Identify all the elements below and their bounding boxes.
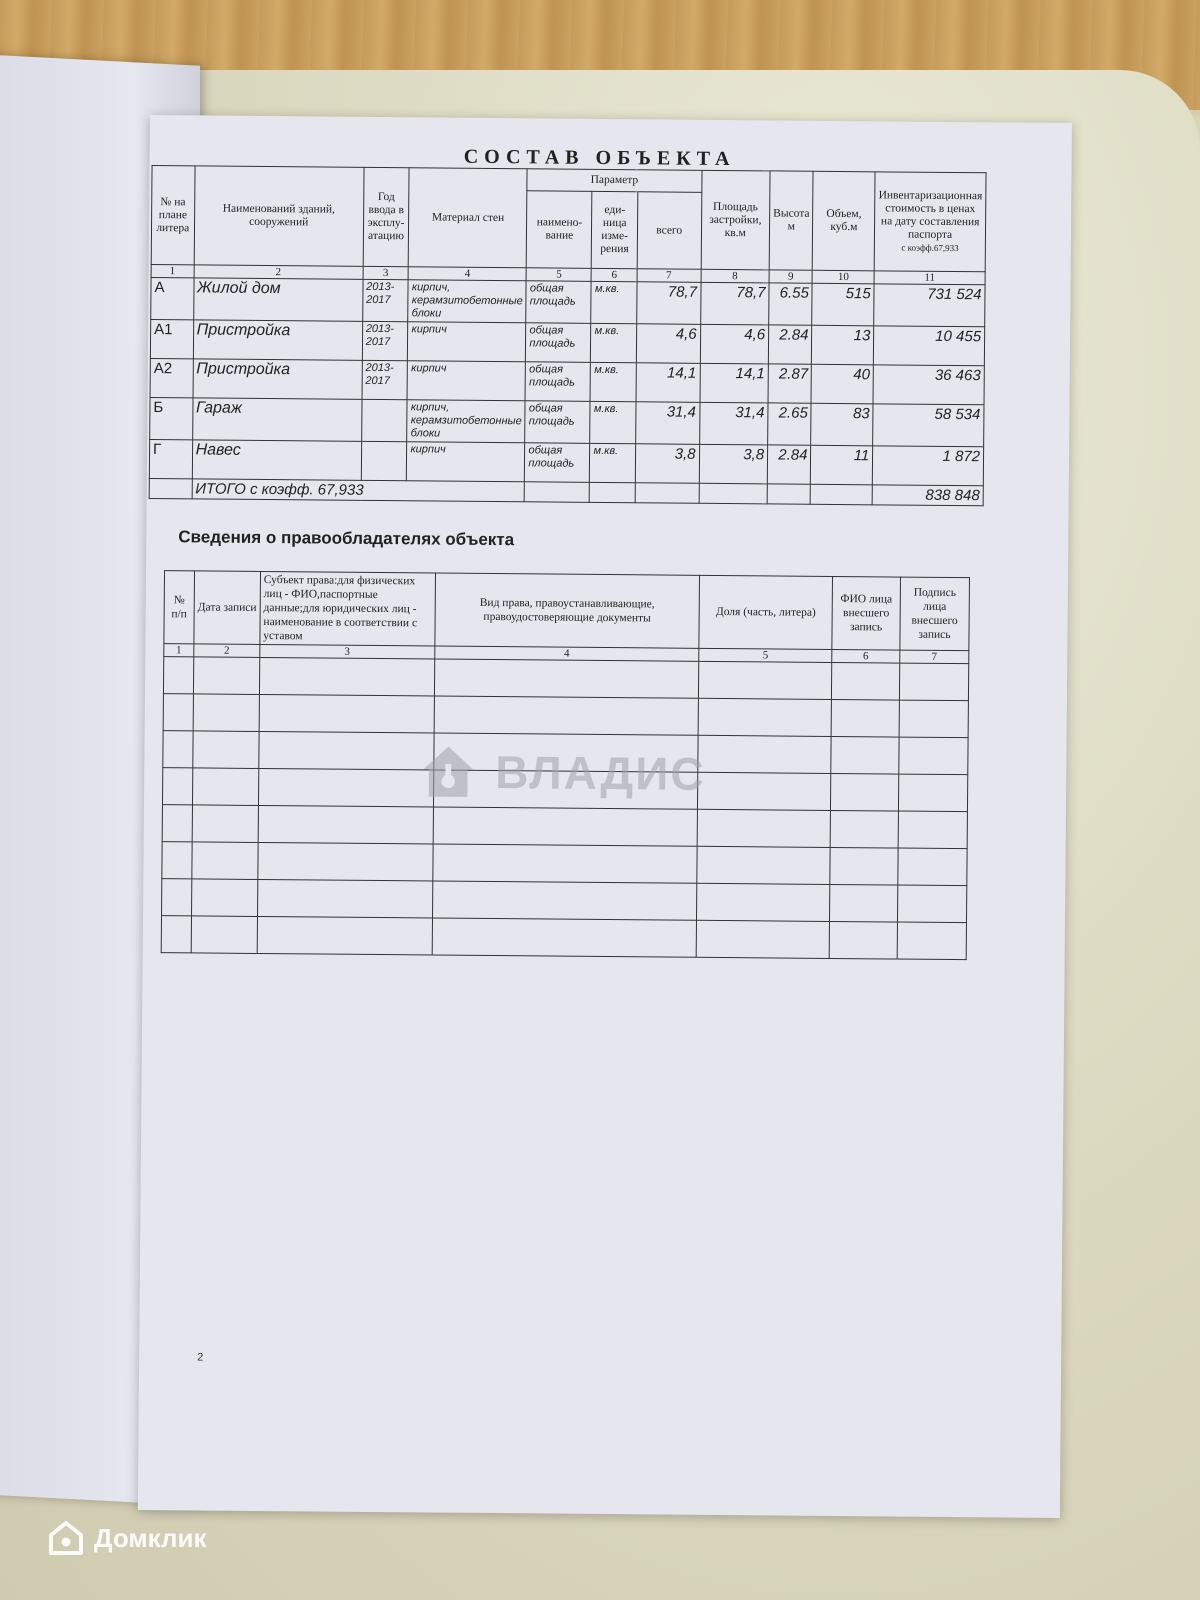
cell-volume: 40: [811, 364, 873, 404]
cell-litera: А1: [150, 320, 193, 359]
empty-cell: [898, 774, 967, 812]
document-page: [138, 115, 1072, 1518]
empty-cell: [163, 694, 193, 731]
cell-material: кирпич: [407, 442, 525, 482]
empty-cell: [432, 844, 697, 883]
empty-row: [161, 916, 966, 960]
empty-cell: [192, 842, 258, 880]
empty-cell: [831, 662, 899, 700]
empty-cell: [192, 805, 258, 843]
total-empty: [767, 484, 811, 504]
cell-area: 14,1: [700, 363, 769, 403]
cell-total: 14,1: [636, 363, 700, 403]
empty-cell: [259, 657, 434, 696]
empty-cell: [258, 842, 433, 881]
cell-cost: 36 463: [873, 365, 984, 405]
cell-unit: м.кв.: [590, 443, 636, 482]
empty-cell: [163, 731, 193, 768]
empty-cell: [698, 772, 831, 810]
empty-cell: [897, 922, 966, 960]
cell-material: кирпич: [408, 322, 526, 362]
empty-cell: [830, 773, 898, 811]
cell-litera: Г: [149, 440, 192, 479]
col-index: 3: [260, 644, 435, 659]
cell-year: 2013-2017: [362, 279, 408, 321]
empty-cell: [257, 879, 432, 918]
cell-param-name: общая площадь: [525, 362, 590, 402]
total-empty: [525, 482, 590, 503]
page-number: 2: [197, 1351, 204, 1364]
empty-cell: [897, 885, 966, 923]
cell-param-name: общая площадь: [525, 401, 590, 444]
empty-cell: [829, 921, 897, 959]
cell-name: Гараж: [192, 398, 362, 441]
cell-height: 2.84: [767, 445, 811, 484]
total-empty: [635, 483, 699, 504]
cell-height: 2.84: [768, 325, 812, 364]
cell-unit: м.кв.: [591, 281, 637, 323]
cell-height: 6.55: [769, 283, 813, 325]
empty-cell: [830, 884, 898, 922]
header-param-unit: еди-ница изме-рения: [592, 192, 638, 269]
cell-area: 31,4: [699, 402, 768, 445]
total-label: ИТОГО с коэфф. 67,933: [192, 479, 525, 502]
empty-cell: [259, 731, 434, 770]
empty-cell: [162, 842, 192, 879]
cell-volume: 13: [812, 325, 874, 365]
cell-unit: м.кв.: [590, 401, 636, 443]
cell-cost: 1 872: [873, 446, 984, 486]
col-index: 5: [699, 648, 832, 662]
cell-volume: 515: [812, 283, 874, 326]
empty-cell: [830, 810, 898, 848]
col-index: 1: [164, 644, 194, 657]
watermark-text: ВЛАДИС: [495, 746, 706, 800]
header-param-total: всего: [637, 192, 701, 269]
vladis-watermark: [419, 742, 706, 802]
empty-cell: [432, 918, 697, 957]
header-cost-label: Инвентаризационная стоимость в ценах на дату составления паспорта: [878, 188, 983, 241]
cell-height: 2.87: [768, 364, 812, 403]
owners-header-signature: Подпись лица внесшего запись: [900, 577, 970, 651]
owners-header-num: № п/п: [164, 571, 195, 644]
cell-volume: 11: [811, 445, 873, 485]
empty-cell: [193, 731, 259, 769]
empty-cell: [191, 879, 257, 917]
header-parameter: Параметр: [527, 169, 701, 193]
col-index: 4: [434, 646, 699, 661]
owners-header-subject: Субъект права:для физических лиц - ФИО,паспортные данные;для юридических лиц - наименование в соответствии с уставом: [260, 571, 435, 646]
house-icon: [419, 742, 478, 801]
total-cost: 838 848: [872, 485, 983, 506]
cell-unit: м.кв.: [590, 362, 636, 401]
col-index: 6: [832, 649, 900, 663]
empty-cell: [697, 883, 830, 921]
empty-cell: [259, 694, 434, 733]
cell-material: кирпич: [407, 361, 525, 401]
empty-cell: [697, 846, 830, 884]
col-index: 1: [151, 265, 194, 278]
empty-cell: [191, 916, 257, 954]
cell-param-name: общая площадь: [526, 281, 591, 324]
empty-cell: [257, 916, 432, 955]
cell-litera: Б: [150, 398, 193, 440]
table-row: [151, 278, 985, 327]
cell-param-name: общая площадь: [525, 443, 590, 483]
cell-year: 2013-2017: [362, 321, 408, 360]
cell-total: 78,7: [637, 282, 701, 325]
cell-area: 78,7: [700, 282, 769, 325]
table-row: [150, 398, 984, 447]
col-index: 9: [769, 270, 812, 283]
col-index: 2: [194, 644, 260, 658]
total-empty: [811, 484, 873, 505]
header-year: Год ввода в эксплу-атацию: [363, 167, 410, 266]
owners-section-title: Сведения о правообладателях объекта: [178, 527, 515, 550]
empty-cell: [161, 916, 191, 953]
header-height: Высота м: [769, 171, 813, 270]
brand-text: Домклик: [94, 1522, 207, 1553]
header-cost: [874, 172, 986, 272]
cell-total: 3,8: [635, 444, 699, 484]
house-logo-icon: [48, 1520, 84, 1556]
total-empty: [149, 479, 192, 499]
header-cost-note: с коэфф.67,933: [901, 242, 959, 253]
cell-year: 2013-2017: [362, 360, 408, 399]
cell-name: Пристройка: [193, 320, 362, 360]
cell-cost: 58 534: [873, 404, 984, 447]
empty-cell: [258, 805, 433, 844]
header-name: Наименований зданий, сооружений: [194, 166, 364, 266]
total-empty: [590, 482, 636, 502]
header-param-name: наимено-вание: [527, 191, 593, 268]
composition-table: [149, 165, 987, 506]
empty-cell: [899, 737, 968, 775]
owners-header-recorder: ФИО лица внесшего запись: [832, 576, 901, 650]
col-index: 10: [812, 270, 874, 284]
empty-cell: [434, 659, 699, 698]
owners-header-share: Доля (часть, литера): [699, 575, 832, 649]
col-index: 11: [874, 271, 985, 285]
empty-cell: [831, 736, 899, 774]
empty-cell: [258, 768, 433, 807]
cell-volume: 83: [811, 403, 873, 446]
header-volume: Объем, куб.м: [813, 171, 876, 271]
cell-cost: 731 524: [874, 284, 985, 327]
empty-cell: [163, 657, 193, 694]
empty-cell: [696, 920, 829, 958]
empty-cell: [162, 805, 192, 842]
empty-cell: [698, 735, 831, 773]
cell-area: 4,6: [700, 324, 769, 364]
cell-name: Жилой дом: [193, 278, 363, 321]
cell-material: кирпич, керамзитобетонные блоки: [408, 280, 526, 323]
header-material: Материал стен: [409, 168, 528, 268]
col-index: 8: [701, 269, 770, 283]
cell-area: 3,8: [699, 444, 768, 484]
cell-unit: м.кв.: [591, 323, 637, 362]
domclick-brand: [48, 1520, 206, 1556]
empty-cell: [434, 696, 699, 735]
col-index: 2: [194, 265, 363, 279]
empty-cell: [697, 809, 830, 847]
empty-cell: [899, 700, 968, 738]
empty-cell: [830, 847, 898, 885]
cell-total: 31,4: [636, 402, 700, 445]
col-index: 3: [363, 266, 409, 279]
owners-header-right: Вид права, правоустанавливающие, правоудостоверяющие документы: [435, 573, 700, 648]
empty-cell: [162, 879, 192, 916]
empty-cell: [193, 694, 259, 732]
empty-cell: [898, 811, 967, 849]
header-area: Площадь застройки, кв.м: [701, 170, 770, 270]
cell-year: [361, 399, 407, 441]
col-index: 7: [900, 650, 969, 664]
empty-cell: [192, 768, 258, 806]
owners-header-date: Дата записи: [194, 571, 261, 645]
empty-cell: [162, 768, 192, 805]
col-index: 6: [592, 268, 638, 281]
sheet-title: СОСТАВ ОБЪЕКТА: [463, 145, 736, 171]
cell-name: Навес: [192, 440, 361, 480]
cell-cost: 10 455: [874, 326, 985, 366]
cell-litera: А: [151, 278, 194, 320]
empty-cell: [432, 881, 697, 920]
empty-cell: [831, 699, 899, 737]
empty-cell: [699, 661, 832, 699]
cell-year: [361, 441, 407, 480]
header-litera: № на плане литера: [151, 166, 194, 265]
col-index: 4: [408, 267, 526, 281]
cell-total: 4,6: [636, 324, 700, 364]
empty-cell: [193, 657, 259, 695]
empty-cell: [433, 807, 698, 846]
empty-cell: [899, 663, 968, 701]
cell-litera: А2: [150, 359, 193, 398]
empty-cell: [898, 848, 967, 886]
empty-cell: [698, 698, 831, 736]
cell-height: 2.65: [768, 403, 812, 445]
col-index: 7: [637, 269, 701, 283]
total-empty: [699, 483, 768, 504]
col-index: 5: [526, 268, 591, 282]
cell-material: кирпич, керамзитобетонные блоки: [407, 400, 525, 443]
cell-param-name: общая площадь: [526, 323, 591, 363]
cell-name: Пристройка: [193, 359, 362, 399]
